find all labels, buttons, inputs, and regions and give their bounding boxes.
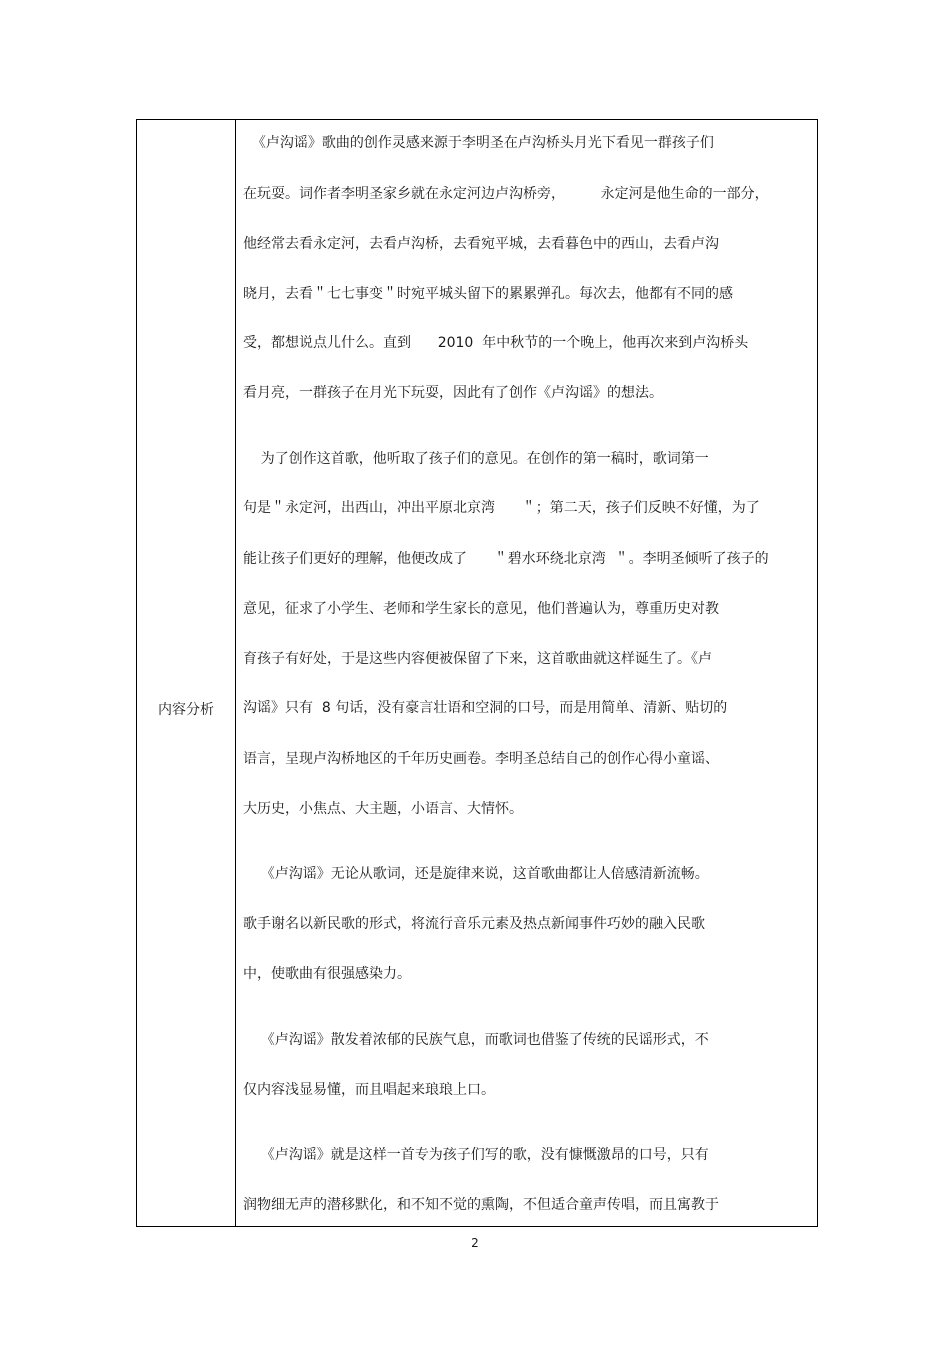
- page-number: 2: [471, 1236, 479, 1250]
- text-line: 在玩耍。词作者李明圣家乡就在永定河边卢沟桥旁， 永定河是他生命的一部分，: [243, 186, 769, 202]
- text-line: 《卢沟谣》无论从歌词，还是旋律来说，这首歌曲都让人倍感清新流畅。: [243, 866, 709, 882]
- text-line: 能让孩子们更好的理解，他便改成了 ＂碧水环绕北京湾 ＂。李明圣倾听了孩子的: [243, 551, 769, 567]
- text-line: 《卢沟谣》散发着浓郁的民族气息，而歌词也借鉴了传统的民谣形式，不: [243, 1032, 709, 1048]
- text-line: 为了创作这首歌，他听取了孩子们的意见。在创作的第一稿时，歌词第一: [243, 451, 709, 467]
- text-line: 《卢沟谣》歌曲的创作灵感来源于李明圣在卢沟桥头月光下看见一群孩子们: [243, 135, 714, 151]
- text-line: 晓月，去看＂七七事变＂时宛平城头留下的累累弹孔。每次去，他都有不同的感: [243, 286, 733, 302]
- text-line: 育孩子有好处，于是这些内容便被保留了下来，这首歌曲就这样诞生了。《卢: [243, 651, 712, 667]
- text-line: 沟谣》只有 8 句话，没有豪言壮语和空洞的口号，而是用简单、清新、贴切的: [243, 700, 728, 716]
- text-line: 意见，征求了小学生、老师和学生家长的意见，他们普遍认为，尊重历史对教: [243, 601, 719, 617]
- text-line: 受，都想说点儿什么。直到 2010 年中秋节的一个晚上，他再次来到卢沟桥头: [243, 335, 749, 351]
- text-line: 润物细无声的潜移默化，和不知不觉的熏陶，不但适合童声传唱，而且寓教于: [243, 1197, 719, 1213]
- text-line: 大历史，小焦点、大主题，小语言、大情怀。: [243, 801, 523, 817]
- text-line: 语言，呈现卢沟桥地区的千年历史画卷。李明圣总结自己的创作心得小童谣、: [243, 751, 719, 767]
- text-line: 句是＂永定河，出西山，冲出平原北京湾 ＂；第二天，孩子们反映不好懂，为了: [243, 500, 760, 516]
- row-label: 内容分析: [158, 702, 214, 718]
- text-line: 中，使歌曲有很强感染力。: [243, 966, 411, 982]
- text-line: 他经常去看永定河，去看卢沟桥，去看宛平城，去看暮色中的西山，去看卢沟: [243, 236, 719, 252]
- column-divider: [235, 120, 236, 1226]
- text-line: 歌手谢名以新民歌的形式，将流行音乐元素及热点新闻事件巧妙的融入民歌: [243, 916, 705, 932]
- text-line: 看月亮，一群孩子在月光下玩耍，因此有了创作《卢沟谣》的想法。: [243, 385, 663, 401]
- text-line: 仅内容浅显易懂，而且唱起来琅琅上口。: [243, 1082, 495, 1098]
- text-line: 《卢沟谣》就是这样一首专为孩子们写的歌，没有慷慨激昂的口号，只有: [243, 1147, 709, 1163]
